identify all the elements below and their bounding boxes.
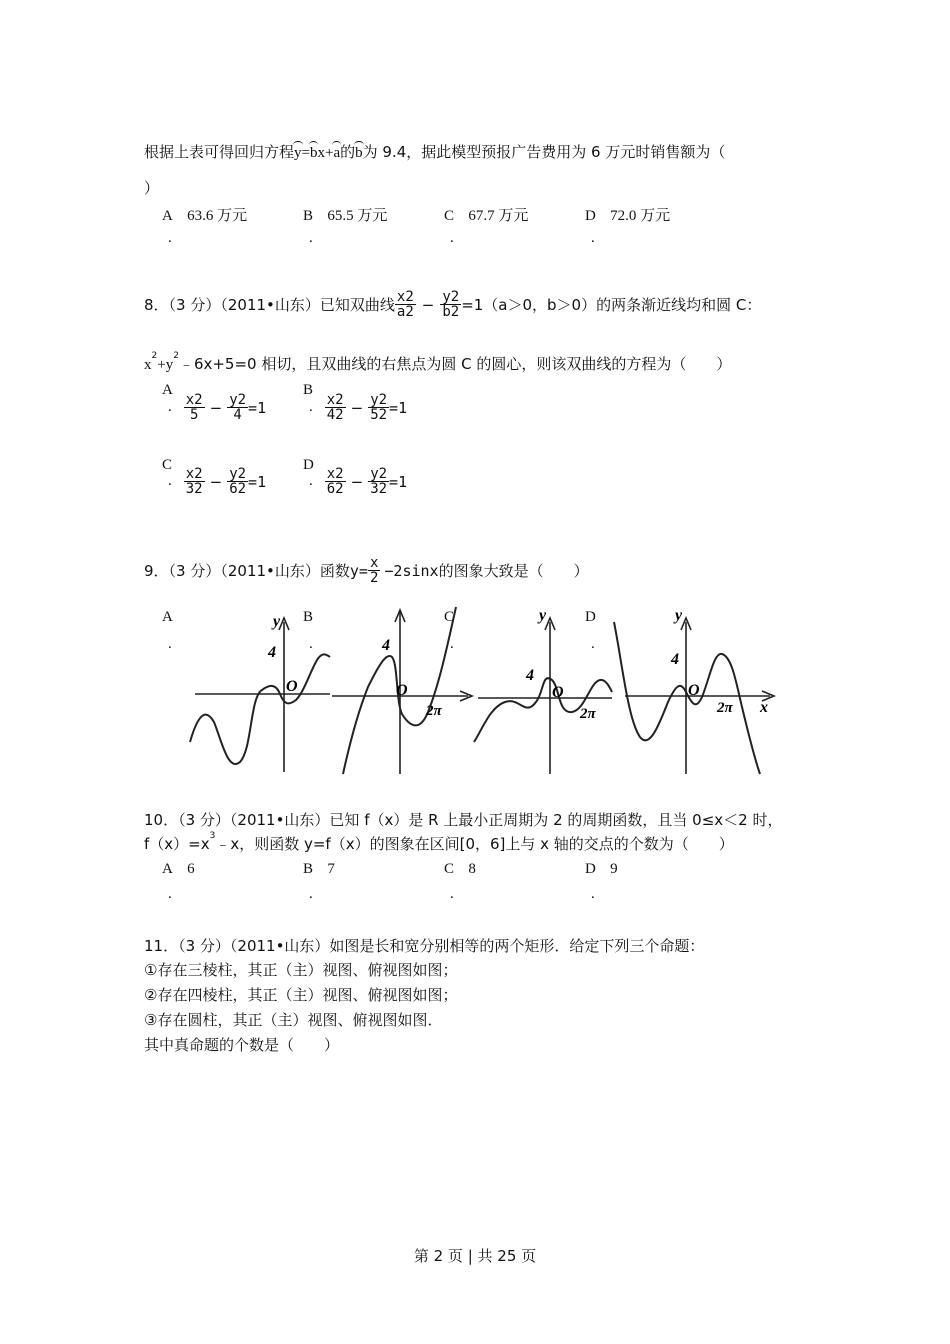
graph-c-y-label: y bbox=[539, 607, 547, 624]
option-text: 72.0 万元 bbox=[610, 208, 671, 224]
regression-equation bbox=[294, 145, 340, 161]
q10-option-d[interactable] bbox=[585, 859, 618, 878]
option-dot: . bbox=[168, 399, 172, 415]
q10-option-b-dot: . bbox=[309, 886, 313, 902]
b-hat: b bbox=[309, 145, 318, 161]
q8-option-b[interactable] bbox=[309, 393, 407, 422]
q7-option-d[interactable] bbox=[585, 204, 670, 225]
b-hat-2: b bbox=[355, 145, 363, 161]
q10-line1: 10．（3 分）（2011•山东）已知 f（x）是 R 上最小正周期为 2 的周期函数，且当 0≤x＜2 时， bbox=[144, 811, 783, 829]
frac-den: 62 bbox=[326, 481, 344, 497]
option-frac-y bbox=[227, 467, 248, 496]
minus-sign: − bbox=[421, 295, 435, 314]
eq-sign: = bbox=[301, 145, 310, 161]
frac-num: y2 bbox=[229, 466, 247, 482]
frac-num: x2 bbox=[326, 466, 344, 482]
q9-option-d-dot: . bbox=[591, 636, 595, 652]
graph-a-origin-label: O bbox=[286, 678, 298, 695]
option-text: 67.7 万元 bbox=[468, 208, 529, 224]
graph-d-curve bbox=[614, 622, 760, 774]
q8-line2 bbox=[144, 353, 731, 374]
q9-option-a-letter[interactable]: A bbox=[162, 609, 173, 625]
frac-den: 62 bbox=[229, 481, 247, 497]
graph-c-four-label: 4 bbox=[526, 667, 534, 684]
option-frac-y bbox=[368, 393, 389, 422]
graph-c-origin-label: O bbox=[552, 684, 564, 701]
frac-den: 52 bbox=[370, 407, 388, 423]
graph-d-two-pi-label: 2π bbox=[717, 700, 733, 716]
graph-b-two-pi-label: 2π bbox=[426, 703, 442, 719]
option-text: 9 bbox=[610, 861, 618, 877]
graph-a-y-label: y bbox=[273, 613, 281, 630]
q9-option-c-dot: . bbox=[450, 636, 454, 652]
x-plus: x+ bbox=[317, 145, 334, 161]
option-letter: A bbox=[162, 208, 173, 224]
exp: 2 bbox=[151, 351, 158, 361]
option-dot: . bbox=[309, 399, 313, 415]
graph-b-origin-label: O bbox=[396, 682, 408, 699]
q9-stem-post: 的图象大致是（ ） bbox=[438, 562, 589, 580]
graph-a-four-label: 4 bbox=[268, 644, 276, 661]
q11-item-1: ①存在三棱柱，其正（主）视图、俯视图如图； bbox=[144, 961, 458, 979]
minus-sign: − bbox=[350, 398, 364, 417]
q7-option-b[interactable] bbox=[303, 204, 387, 225]
option-text: 6 bbox=[187, 861, 195, 877]
q7-option-a[interactable] bbox=[162, 204, 247, 225]
q9-option-c-letter[interactable]: C bbox=[444, 609, 455, 625]
y-hat: y bbox=[294, 145, 302, 161]
sin-expr: −2sinx bbox=[384, 561, 439, 580]
q8-option-b-letter[interactable]: B bbox=[303, 382, 314, 398]
graph-d-y-label: y bbox=[675, 607, 683, 624]
q10-option-b[interactable] bbox=[303, 859, 335, 878]
minus-sign: − bbox=[209, 472, 223, 491]
q8-number: 8．（3 分）（2011•山东）已知双曲线 bbox=[144, 296, 395, 314]
q10-option-a[interactable] bbox=[162, 859, 195, 878]
frac-den: 32 bbox=[185, 481, 203, 497]
q7-stem-text: 根据上表可得回归方程 bbox=[144, 143, 295, 161]
q8-option-c[interactable] bbox=[168, 467, 266, 496]
option-text: 63.6 万元 bbox=[187, 208, 248, 224]
option-letter: D bbox=[585, 208, 596, 224]
exp: 3 bbox=[209, 831, 216, 841]
q7-option-c[interactable] bbox=[444, 204, 528, 225]
frac-den: 4 bbox=[233, 407, 242, 423]
option-letter: B bbox=[303, 861, 314, 877]
graph-b-four-label: 4 bbox=[382, 637, 390, 654]
frac-den: 42 bbox=[326, 407, 344, 423]
x-var: x bbox=[144, 357, 152, 373]
q9-option-a-dot: . bbox=[168, 636, 172, 652]
q8-frac-y bbox=[440, 290, 461, 319]
q10-line2-pre: f（x）=x bbox=[144, 835, 210, 853]
frac-num: x2 bbox=[396, 289, 414, 305]
q10-option-c[interactable] bbox=[444, 859, 476, 878]
option-letter: D bbox=[585, 861, 596, 877]
q8-option-d-letter[interactable]: D bbox=[303, 457, 314, 473]
option-dot: . bbox=[168, 473, 172, 489]
option-letter: A bbox=[162, 861, 173, 877]
q7-stem-post: 为 9.4，据此模型预报广告费用为 6 万元时销售额为（ bbox=[362, 143, 726, 161]
frac-den: b2 bbox=[442, 304, 460, 320]
q9-number: 9．（3 分）（2011•山东）函数 bbox=[144, 562, 350, 580]
q7-option-d-dot: . bbox=[591, 230, 595, 246]
page-footer: 第 2 页 | 共 25 页 bbox=[413, 1247, 537, 1265]
q9-frac bbox=[368, 556, 380, 585]
q7-option-c-dot: . bbox=[450, 230, 454, 246]
graph-a-curve bbox=[190, 654, 330, 764]
option-frac-y bbox=[227, 393, 248, 422]
option-frac-y bbox=[368, 467, 389, 496]
graph-c-two-pi-label: 2π bbox=[580, 706, 596, 722]
frac-den: 5 bbox=[189, 407, 199, 423]
eq-one: =1 bbox=[389, 472, 408, 491]
option-letter: B bbox=[303, 208, 314, 224]
exp: 2 bbox=[173, 351, 179, 361]
q11-line1: 11．（3 分）（2011•山东）如图是长和宽分别相等的两个矩形．给定下列三个命题： bbox=[144, 937, 705, 955]
q7-stem bbox=[144, 141, 725, 162]
frac-num: x2 bbox=[185, 392, 203, 408]
minus-sign: − bbox=[350, 472, 364, 491]
minus-sign: − bbox=[209, 398, 223, 417]
option-text: 8 bbox=[468, 861, 476, 877]
option-frac-x bbox=[325, 393, 346, 422]
q7-stem-close: ） bbox=[144, 179, 160, 197]
eq-one: =1 bbox=[248, 472, 267, 491]
graph-a[interactable] bbox=[190, 618, 330, 772]
option-text: 7 bbox=[327, 861, 335, 877]
option-frac-x bbox=[325, 467, 346, 496]
frac-num: y2 bbox=[442, 289, 460, 305]
q11-last: 其中真命题的个数是（ ） bbox=[144, 1036, 340, 1054]
graph-d-origin-label: O bbox=[688, 682, 700, 699]
q8-frac-x bbox=[395, 290, 416, 319]
graph-c[interactable] bbox=[474, 618, 612, 774]
option-letter: C bbox=[444, 208, 455, 224]
option-frac-x bbox=[184, 467, 205, 496]
eq-one: =1 bbox=[248, 398, 267, 417]
q7-option-b-dot: . bbox=[309, 230, 313, 246]
q10-option-d-dot: . bbox=[591, 886, 595, 902]
option-text: 65.5 万元 bbox=[327, 208, 388, 224]
y-var: +y bbox=[157, 357, 174, 373]
option-letter: C bbox=[444, 861, 455, 877]
graph-d-four-label: 4 bbox=[671, 651, 679, 668]
q8-line2-rest: ﹣6x+5=0 相切，且双曲线的右焦点为圆 C 的圆心，则该双曲线的方程为（ ） bbox=[178, 355, 732, 373]
eq-one: =1 bbox=[389, 398, 408, 417]
q10-option-c-dot: . bbox=[450, 886, 454, 902]
frac-num: x bbox=[369, 555, 379, 571]
frac-den: 32 bbox=[370, 481, 388, 497]
y-eq: y= bbox=[349, 561, 368, 580]
q9-graphs bbox=[180, 602, 780, 782]
q9-option-b-letter[interactable]: B bbox=[303, 609, 314, 625]
q8-stem bbox=[144, 290, 761, 319]
frac-num: y2 bbox=[229, 392, 247, 408]
frac-den: a2 bbox=[396, 304, 414, 320]
q10-line2-post: ﹣x，则函数 y=f（x）的图象在区间[0，6]上与 x 轴的交点的个数为（ ） bbox=[215, 835, 734, 853]
de-char: 的 bbox=[340, 143, 356, 161]
option-frac-x bbox=[184, 393, 205, 422]
q7-option-a-dot: . bbox=[168, 230, 172, 246]
q8-option-a-letter[interactable]: A bbox=[162, 382, 173, 398]
frac-num: y2 bbox=[370, 466, 388, 482]
q9-option-d-letter[interactable]: D bbox=[585, 609, 596, 625]
q8-option-c-letter[interactable]: C bbox=[162, 457, 173, 473]
q8-eq-tail: =1（a＞0，b＞0）的两条渐近线均和圆 C： bbox=[461, 296, 762, 314]
q10-option-a-dot: . bbox=[168, 886, 172, 902]
a-hat: a bbox=[333, 145, 341, 161]
q9-option-b-dot: . bbox=[309, 636, 313, 652]
q8-option-a[interactable] bbox=[168, 393, 266, 422]
q11-item-3: ③存在圆柱，其正（主）视图、俯视图如图． bbox=[144, 1011, 443, 1029]
q8-option-d[interactable] bbox=[309, 467, 407, 496]
frac-num: y2 bbox=[370, 392, 388, 408]
option-dot: . bbox=[309, 473, 313, 489]
q11-item-2: ②存在四棱柱，其正（主）视图、俯视图如图； bbox=[144, 986, 458, 1004]
q9-stem bbox=[144, 556, 589, 585]
frac-num: x2 bbox=[185, 466, 203, 482]
frac-den: 2 bbox=[369, 570, 379, 586]
graph-d-x-label: x bbox=[760, 699, 768, 716]
frac-num: x2 bbox=[326, 392, 344, 408]
q10-line2 bbox=[144, 833, 734, 854]
